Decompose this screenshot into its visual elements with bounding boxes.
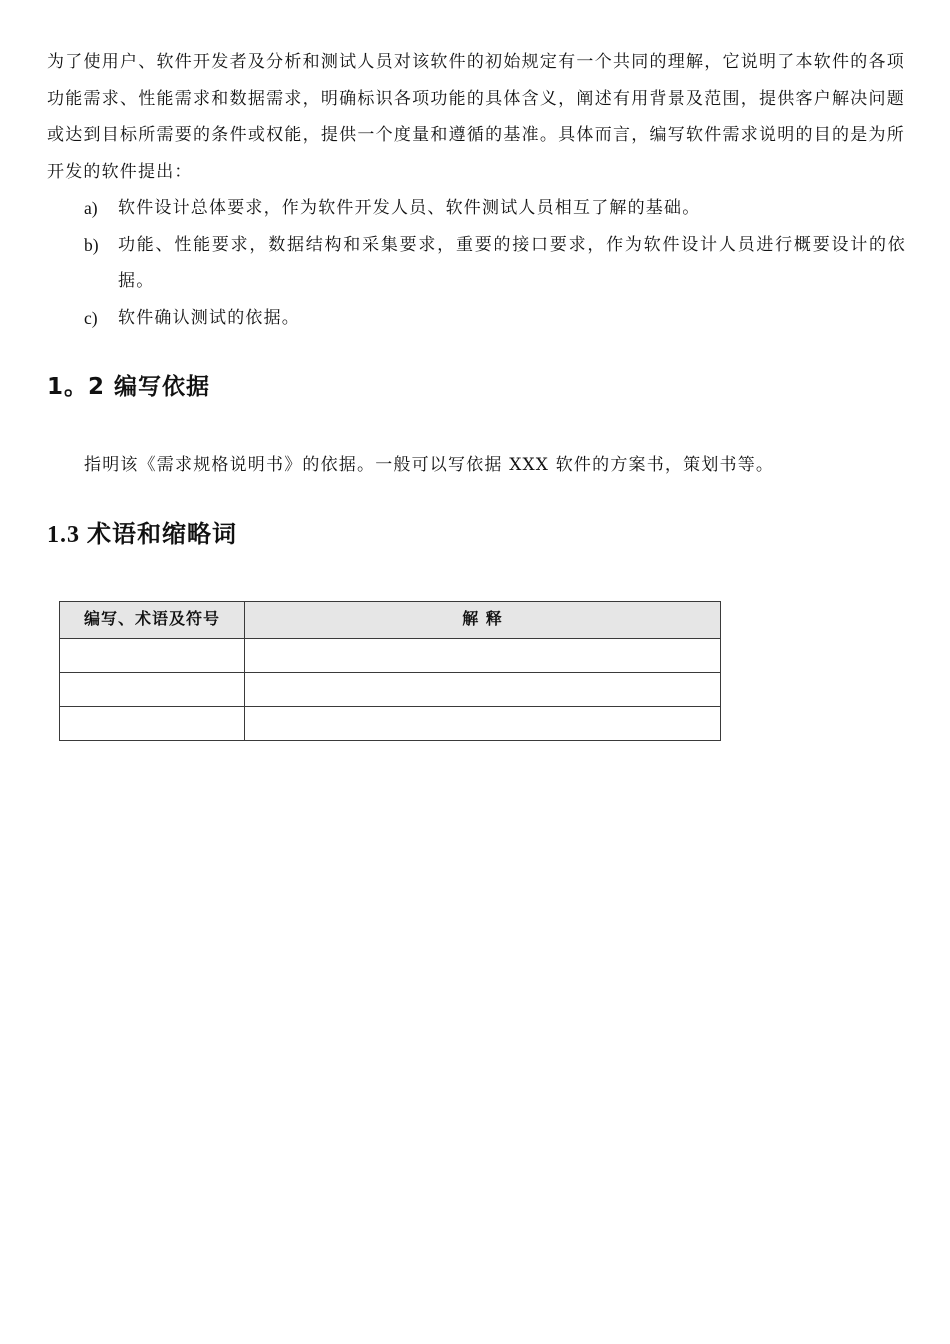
column-header-term: 编写、术语及符号 <box>60 602 245 639</box>
list-item-text: 功能、性能要求，数据结构和采集要求，重要的接口要求，作为软件设计人员进行概要设计的依据。 <box>118 234 906 291</box>
table-row <box>60 639 721 673</box>
table-cell-explanation[interactable] <box>245 707 721 741</box>
list-item-marker: b) <box>84 234 99 255</box>
column-header-explanation: 解 释 <box>245 602 721 639</box>
intro-paragraph: 为了使用户、软件开发者及分析和测试人员对该软件的初始规定有一个共同的理解，它说明了本软件的各项功能需求、性能需求和数据需求，明确标识各项功能的具体含义，阐述有用背景及范围，提供客户解决问题或达到目标所需要的条件或权能，提供一个度量和遵循的基准。具体而言，编写软件需求说明的目的是为所开发的软件提出： <box>47 52 905 182</box>
table-cell-term[interactable] <box>60 639 245 673</box>
list-item-text: 软件确认测试的依据。 <box>118 307 300 328</box>
table-cell-term[interactable] <box>60 673 245 707</box>
table-cell-explanation[interactable] <box>245 673 721 707</box>
table-cell-term[interactable] <box>60 707 245 741</box>
section-heading-basis: 1。2 编写依据 <box>47 374 211 400</box>
section-heading-terms: 1.3 术语和缩略词 <box>47 522 237 548</box>
requirements-list <box>84 190 906 336</box>
terms-table <box>59 601 721 741</box>
list-item <box>84 300 906 337</box>
table-row <box>60 673 721 707</box>
list-item <box>84 190 906 227</box>
table-row <box>60 707 721 741</box>
table-header-row <box>60 602 721 639</box>
table-cell-explanation[interactable] <box>245 639 721 673</box>
list-item-marker: a) <box>84 198 98 218</box>
list-item <box>84 227 906 300</box>
list-item-text: 软件设计总体要求，作为软件开发人员、软件测试人员相互了解的基础。 <box>118 198 701 218</box>
list-item-marker: c) <box>84 307 98 328</box>
basis-paragraph: 指明该《需求规格说明书》的依据。一般可以写依据 XXX 软件的方案书，策划书等。 <box>84 455 775 475</box>
